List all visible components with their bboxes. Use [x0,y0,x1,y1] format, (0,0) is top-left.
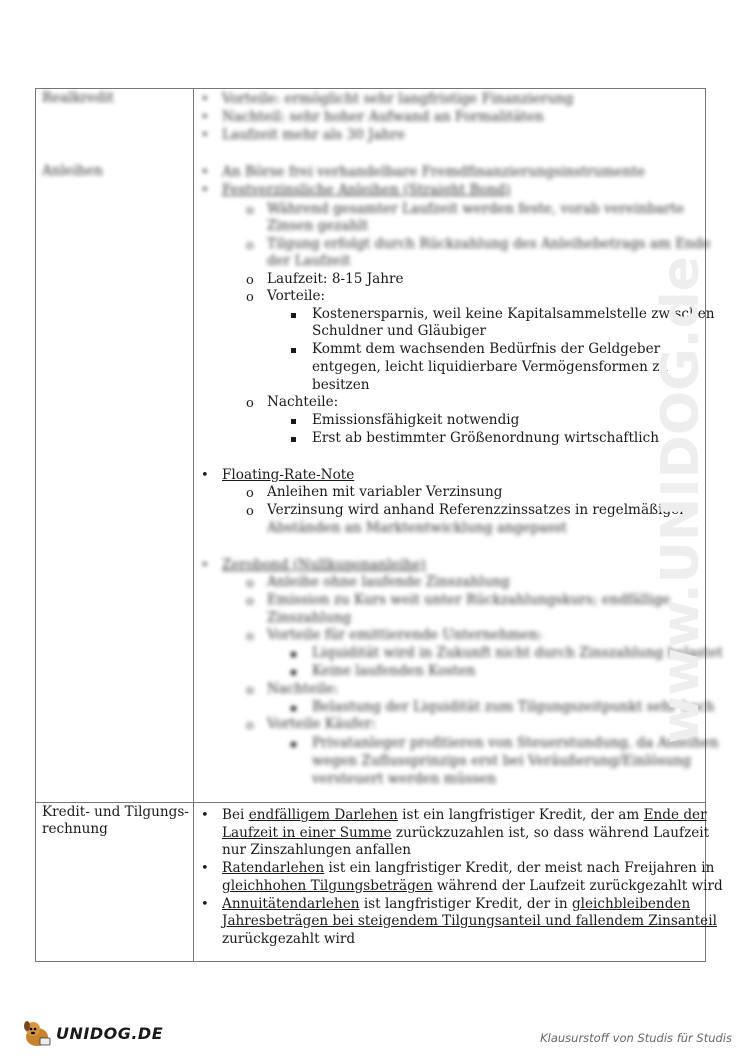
list-item: Emission zu Kurs weit unter Rückzahlungskurs; endfällige [267,592,671,608]
circle-bullet: o [246,504,254,519]
list-item: Erst ab bestimmter Größenordnung wirtschaftlich [312,430,659,446]
circle-bullet: o [246,718,254,733]
list-item: zurückgezahlt wird [222,931,356,947]
circle-bullet: o [246,576,254,591]
square-bullet [291,670,296,675]
bullet: • [201,128,209,143]
square-bullet [291,348,296,353]
logo-text: UNIDOG.DE [56,1023,164,1043]
list-item: Während gesamter Laufzeit werden feste, vorab vereinbarte [267,201,685,217]
list-item: Anleihe ohne laufende Zinszahlung [267,574,510,590]
circle-bullet: o [246,203,254,218]
bullet: • [201,861,209,876]
list-item: Privatanleger profitieren von Steuerstundung, da Anleihen [312,735,719,751]
list-item: Kommt dem wachsenden Bedürfnis der Geldgeber [312,341,661,357]
bullet: • [201,183,209,198]
frn-title: Floating-Rate-Note [222,467,355,483]
footer-tagline: Klausurstoff von Studis für Studis [540,1031,732,1045]
straight-bond-title: Festverzinsliche Anleihen (Straight Bond) [222,182,511,198]
list-item: Keine laufenden Kosten [312,663,476,679]
circle-bullet: o [246,238,254,253]
list-item: Nachteile: [267,394,339,410]
list-item: Emissionsfähigkeit notwendig [312,412,520,428]
list-item: versteuert werden müssen [312,771,497,787]
list-item: besitzen [312,377,370,393]
list-item: Zinszahlung [267,610,352,626]
list-item: Anleihen mit variabler Verzinsung [267,484,503,500]
square-bullet [291,419,296,424]
bullet: • [201,558,209,573]
bullet: • [201,92,209,107]
list-item: Kostenersparnis, weil keine Kapitalsammelstelle zwischen [312,306,715,322]
list-item: Zinsen gezahlt [267,218,369,234]
list-item: Verzinsung wird anhand Referenzzinssatzes in regelmäßigen [267,502,688,518]
logo[interactable] [20,1018,163,1048]
list-item: An Börse frei verhandelbare Fremdfinanzierungsinstrumente [222,164,646,180]
list-item: Bei endfälligem Darlehen ist ein langfristiger Kredit, der am Ende der [222,807,707,823]
list-item: Belastung der Liquidität zum Tilgungszeitpunkt sehr hoch [312,699,715,715]
list-item: Abständen an Marktentwicklung angepasst [267,520,567,536]
bullet: • [201,808,209,823]
list-item: Laufzeit: 8-15 Jahre [267,271,404,287]
zerobond-title: Zerobond (Nullkuponanleihe) [222,557,426,573]
row-label-realkredit: Realkredit [42,90,115,106]
list-item: der Laufzeit [267,253,351,269]
list-item: Tilgung erfolgt durch Rückzahlung des Anleihebetrags am Ende [267,236,711,252]
row-label-kredit-line2: rechnung [42,821,108,837]
list-item: Nachteile: [267,681,339,697]
circle-bullet: o [246,683,254,698]
watermark [651,256,728,744]
list-item: Schuldner und Gläubiger [312,323,486,339]
row-label-anleihen: Anleihen [42,163,103,179]
square-bullet [291,652,296,657]
list-item: Vorteile für emittierende Unternehmen: [267,627,543,643]
circle-bullet: o [246,290,254,305]
bullet: • [201,165,209,180]
list-item: Laufzeit in einer Summe zurückzuzahlen ist, so dass während Laufzeit [222,825,710,841]
square-bullet [291,437,296,442]
list-item: wegen Zuflussprinzips erst bei Veräußerung/Einlösung [312,753,692,769]
circle-bullet: o [246,396,254,411]
bullet: • [201,110,209,125]
list-item: Nachteil: sehr hoher Aufwand an Formalitäten [222,109,544,125]
bullet: • [201,897,209,912]
square-bullet [291,313,296,318]
list-item: entgegen, leicht liquidierbare Vermögensformen zu [312,359,669,375]
square-bullet [291,742,296,747]
list-item: Vorteile: ermöglicht sehr langfristige Finanzierung [222,91,574,107]
column-divider [193,89,194,961]
circle-bullet: o [246,594,254,609]
row-divider [36,802,705,803]
row-label-kredit: Kredit- und Tilgungs- [42,804,189,820]
list-item: Ratendarlehen ist ein langfristiger Kredit, der meist nach Freijahren in [222,860,715,876]
dog-mascot-icon [20,1018,54,1048]
list-item: Vorteile: [267,288,326,304]
circle-bullet: o [246,273,254,288]
list-item: Annuitätendarlehen ist langfristiger Kredit, der in gleichbleibenden [222,896,691,912]
list-item: Liquidität wird in Zukunft nicht durch Zinszahlung belastet [312,645,723,661]
list-item: gleichhohen Tilgungsbeträgen während der Laufzeit zurückgezahlt wird [222,878,723,894]
bullet: • [201,468,209,483]
circle-bullet: o [246,629,254,644]
circle-bullet: o [246,486,254,501]
watermark-text: www.UNIDOG.de [651,256,711,744]
list-item: nur Zinszahlungen anfallen [222,842,412,858]
list-item: Vorteile Käufer: [267,716,376,732]
list-item: Laufzeit mehr als 30 Jahre [222,127,405,143]
list-item: Jahresbeträgen bei steigendem Tilgungsanteil und fallendem Zinsanteil [222,913,717,929]
square-bullet [291,706,296,711]
